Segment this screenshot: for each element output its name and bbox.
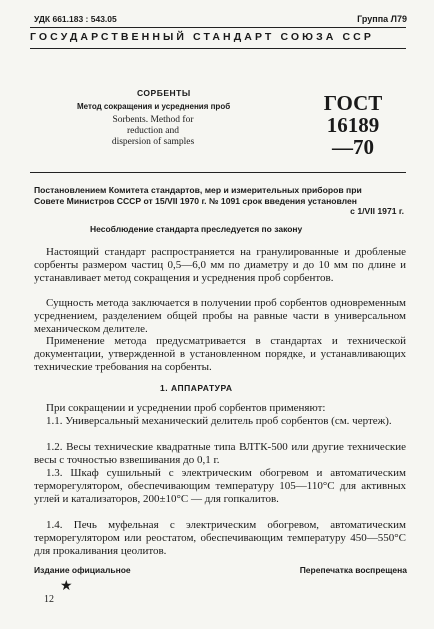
- official-edition-label: Издание официальное: [34, 565, 131, 575]
- top-rule: [30, 27, 406, 28]
- item-1-4: [34, 519, 406, 558]
- section-lead: [34, 402, 406, 415]
- document-title: СОРБЕНТЫ: [137, 88, 191, 98]
- decree-line-3: с 1/VII 1971 г.: [350, 206, 404, 216]
- paragraph-scope: [34, 246, 406, 285]
- udk-code: УДК 661.183 : 543.05: [34, 14, 117, 24]
- item-1-2-text: 1.2. Весы технические квадратные типа ВЛТК-500 или другие технические весы с точностью взвешивания до 0,1 г.: [34, 441, 406, 466]
- item-1-3-text: 1.3. Шкаф сушильный с электрическим обогревом и автоматическим терморегулятором, обеспечивающим температуру 105—110°С для активных углей и катализаторов, 200±10°С — для гопкалитов.: [34, 467, 406, 505]
- decree-rule: [30, 172, 406, 173]
- paragraph-application-text: Применение метода предусматривается в стандартах и технической документации, утвержденной в установленном порядке, и устанавливающих технические требования на сорбенты.: [34, 335, 406, 373]
- item-1-2: [34, 441, 406, 467]
- reprint-prohibited-label: Перепечатка воспрещена: [299, 565, 407, 575]
- title-rule: [30, 48, 406, 49]
- star-icon: ★: [60, 579, 73, 594]
- page-number: 12: [44, 594, 54, 605]
- violation-notice: Несоблюдение стандарта преследуется по закону: [90, 224, 303, 234]
- paragraph-application: [34, 335, 406, 374]
- paragraph-essence: [34, 297, 406, 336]
- decree-line-2: Совете Министров СССР от 15/VII 1970 г. № 1091 срок введения установлен: [34, 195, 357, 206]
- paragraph-essence-text: Сущность метода заключается в получении проб сорбентов одновременным усреднением, разделением общей пробы на равные части в универсальном механическом делителе.: [34, 297, 406, 335]
- item-1-1: [34, 415, 406, 428]
- item-1-3: [34, 467, 406, 506]
- item-1-1-text: 1.1. Универсальный механический делитель проб сорбентов (см. чертеж).: [46, 415, 392, 427]
- item-1-4-text: 1.4. Печь муфельная с электрическим обогревом, автоматическим терморегулятором или реостатом, обеспечивающим температуру 450—550°С для прокаливания цеолитов.: [34, 519, 406, 557]
- section-lead-text: При сокращении и усреднении проб сорбентов применяют:: [46, 402, 326, 414]
- group-code: Группа Л79: [357, 14, 407, 24]
- section-heading: 1. АППАРАТУРА: [160, 383, 233, 393]
- paragraph-scope-text: Настоящий стандарт распространяется на гранулированные и дробленые сорбенты размером частиц 0,5—6,0 мм по диаметру и до 10 мм по длине и устанавливает метод сокращения и усреднения проб сорбентов.: [34, 246, 406, 284]
- gost-number: ГОСТ 16189—70: [323, 91, 383, 159]
- decree-line-1: Постановлением Комитета стандартов, мер и измерительных приборов при: [34, 185, 362, 195]
- document-subtitle: Метод сокращения и усреднения проб: [77, 102, 231, 111]
- standard-title: ГОСУДАРСТВЕННЫЙ СТАНДАРТ СОЮЗА ССР: [30, 31, 374, 43]
- english-title: Sorbents. Method for reduction and dispersion of samples: [111, 115, 195, 147]
- decree-block: [34, 185, 404, 217]
